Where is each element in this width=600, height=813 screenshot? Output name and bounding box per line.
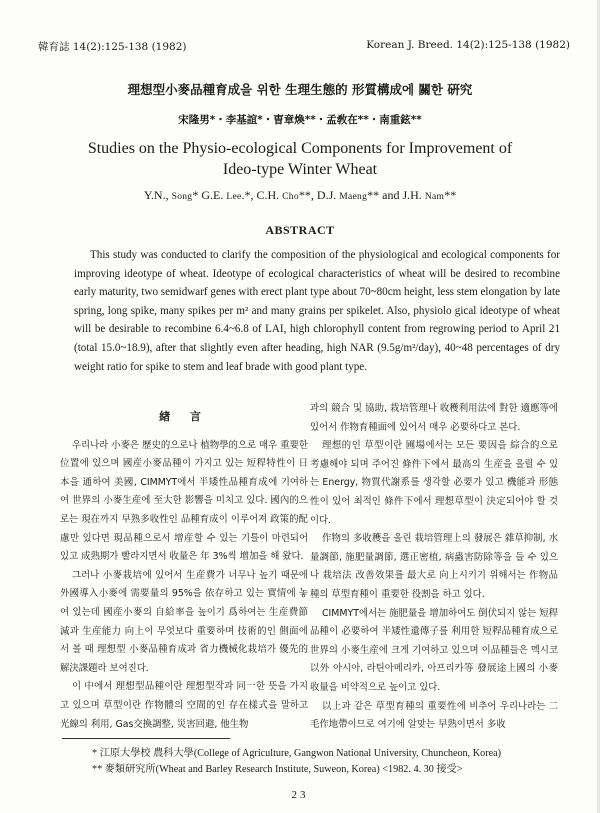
abstract-text: This study was conducted to clarify the composition of the physiological and ecological components for improving ideotype of wheat. Ideotype of ecological characteristics of wheat will be desired to recombine early maturity, two semidwarf genes with erect plant type about 70~80cm height, less stem elongation by late spring, long spike, many spikes per m² and many grains per spikelet. Also, physiolo gical ideotype of wheat will be desirable to recombine 6.4~6.8 of LAI, high chlorophyll content from regrowing period to April 21 (total 15.0~18.9), after that slightly even after heading, high NAR (9.5g/m²/day), 40~48 percentages of dry weight ratio for spike to stem and leaf brade with good plant type. [74,249,560,373]
author-4-initials: D.J. [316,188,340,202]
running-header-english: Korean J. Breed. 14(2):125-138 (1982) [366,39,570,51]
abstract-body [74,246,560,376]
right-paragraph-1: 理想的인 草型이란 圃場에서는 모든 要因을 綜合的으로 考慮해야 되며 주어진 條件下에서 最高의 生産을 올릴 수 있는 Energy, 物質代謝系를 생각할 必要가 있고 機能과 形態性이 있어 최적인 條件下에서 理想草型이 決定되어야 할 것이다. [310,440,558,526]
author-2-initials: G.E. [201,188,227,202]
english-title-line-2: Ideo-type Winter Wheat [222,161,378,178]
author-2-surname: Lee [226,192,242,202]
right-column [310,400,558,735]
author-5-surname: Nam [424,192,445,202]
right-paragraph-2: 作物의 多收穫을 올린 栽培管理上의 發展은 雜草抑制, 水量調節, 施肥量調節, 選正密植, 病蟲害防除等을 들 수 있으나 栽培法 改善效果를 最大로 向上시키기 위해서는 作物品種의 草型育種이 重要한 役割을 하고 있다. [310,533,558,600]
author-3-initials: C.H. [256,188,283,202]
english-title [0,138,600,180]
author-2-mark: .*, [241,188,257,202]
footnote-2: ** 麥類研究所(Wheat and Barley Research Institute, Suweon, Korea) <1982. 4. 30 接受> [92,764,463,775]
english-title-line-1: Studies on the Physio-ecological Components for Improvement of [87,140,513,157]
running-header-korean: 韓育誌 14(2):125-138 (1982) [38,41,187,53]
author-3-surname: Cho [282,192,299,202]
introduction-heading: 緖 言 [159,410,209,423]
footnote-1: * 江原大學校 農科大學(College of Agriculture, Gangwon National University, Chuncheon, Korea) [92,748,502,759]
abstract-heading: ABSTRACT [265,223,335,237]
right-paragraph-3: CIMMYT에서는 施肥量을 增加하여도 倒伏되지 않는 短稈品種이 必要하여 半矮性遺傳子를 利用한 短稈品種育成으로 世界의 小麥生産에 크게 기여하고 있으며 이品種들은 멕시코以外 아시아, 라틴아메리카, 아프리카等 發展途上國의 小麥收量을 비약적으로 높이고 있다. [310,607,558,693]
author-4-mark: ** and [367,188,403,202]
left-paragraph-1: 우리나라 小麥은 歷史的으로나 植物學的으로 매우 重要한 位置에 있으며 國産小麥品種이 가지고 있는 短稈特性이 日本을 通하여 美國, CIMMYT에서 半矮性品種育成에 기여하여 世界의 小麥生産에 至大한 影響을 미치고 있다. 國內的으로는 現在까지 早熟多收性인 品種育成이 이루어져 政策的配慮만 있다면 現品種으로서 增産할 수 있는 기틀이 마련되어 있고 成熟期가 빨라지면서 收量은 年 3%씩 增加을 해 왔다. [60,439,308,563]
author-5-initials: J.H. [402,188,425,202]
left-paragraph-2: 그러나 小麥栽培에 있어서 生産費가 너무나 높기 때문에 外國導入小麥에 需要量의 95%을 依存하고 있는 實情에 놓여 있는데 國産小麥의 自給率을 높이기 爲하여는 生産費節減과 生産能力 向上이 무엇보다 重要하며 技術的인 側面에서 볼 때 理想型 小麥品種育成과 省力機械化栽培가 優先的 解決課題라 보여진다. [60,569,308,674]
author-1-mark: * [192,188,202,202]
author-4-surname: Maeng [339,192,368,202]
author-5-mark: ** [444,188,457,202]
page-number: 23 [291,789,309,801]
author-3-mark: **, [298,188,317,202]
korean-title: 理想型小麥品種育成을 위한 生理生態的 形質構成에 關한 硏究 [127,82,473,97]
author-1-surname: Song [171,192,193,202]
english-authors [0,188,600,203]
left-paragraph-3: 이 中에서 理想型品種이란 理想型작과 同一한 뜻을 가지고 있으며 草型이란 作物體의 空間的인 存在樣式을 말하고 光線의 利用, Gas交換調整, 災害回避, 他生物 [60,681,308,730]
korean-authors: 宋隆男*・李基誼*・曺章煥**・孟敎在**・南重鉉** [178,114,422,126]
author-1-initials: Y.N., [143,188,172,202]
right-paragraph-continuation: 과의 競合 및 協助, 栽培管理나 收穫利用法에 對한 適應等에 있어서 作物育種面에 있어서 매우 必要하다고 본다. [310,403,558,433]
left-column [60,396,308,734]
footnote-divider [62,738,230,739]
right-paragraph-4: 以上과 같은 草型育種의 重要性에 비추어 우리나라는 二毛作地帶이므로 여기에 알맞는 早熟이면서 多收 [310,700,558,731]
